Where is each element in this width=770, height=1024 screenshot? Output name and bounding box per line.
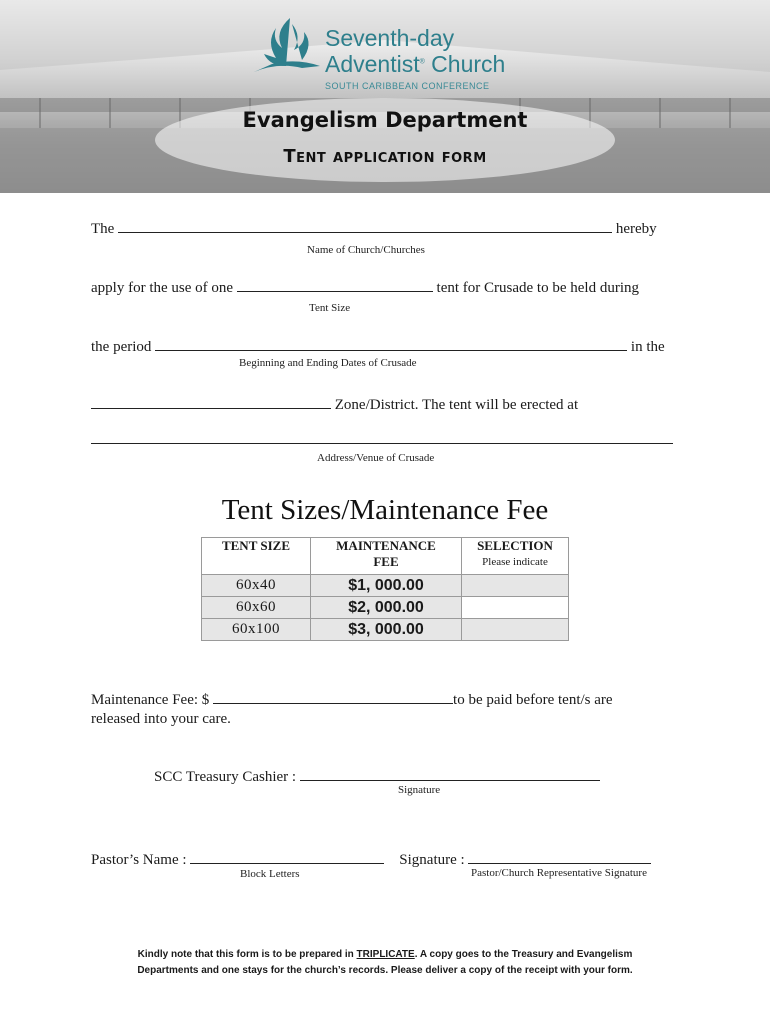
period-line: the period in the	[91, 339, 665, 355]
tent-size-cell: 60x60	[202, 597, 311, 619]
church-caption: Name of Church/Churches	[307, 244, 425, 256]
header-maintenance-fee: MAINTENANCE FEE	[311, 538, 462, 575]
fee-cell: $3, 000.00	[311, 619, 462, 641]
pastor-signature-field[interactable]	[468, 851, 651, 864]
header-selection: SELECTION Please indicate	[462, 538, 569, 575]
rep-signature-caption: Pastor/Church Representative Signature	[471, 867, 647, 879]
selection-cell[interactable]	[462, 619, 569, 641]
org-name-line1: Seventh-day	[325, 25, 455, 51]
zone-district-field[interactable]	[91, 396, 331, 409]
zone-line: Zone/District. The tent will be erected at	[91, 396, 578, 414]
block-letters-caption: Block Letters	[240, 868, 300, 880]
crusade-dates-field[interactable]	[155, 338, 627, 351]
selection-cell[interactable]	[462, 575, 569, 597]
table-row	[202, 619, 569, 641]
address-caption: Address/Venue of Crusade	[317, 452, 435, 464]
org-wordmark	[325, 27, 505, 91]
tent-size-cell: 60x40	[202, 575, 311, 597]
tent-size-caption: Tent Size	[309, 302, 351, 314]
fee-cell: $1, 000.00	[311, 575, 462, 597]
cashier-signature-caption: Signature	[398, 784, 441, 796]
table-row	[202, 597, 569, 619]
table-row	[202, 575, 569, 597]
tent-size-line: apply for the use of one tent for Crusade to be held during	[91, 280, 639, 296]
tent-size-field[interactable]	[237, 279, 433, 292]
pastor-line: Pastor’s Name : Signature :	[91, 851, 651, 869]
fees-section-title: Tent Sizes/Maintenance Fee	[221, 494, 549, 526]
church-logo-icon	[252, 14, 322, 76]
conference-name: SOUTH CARIBBEAN CONFERENCE	[325, 81, 490, 91]
cashier-line: SCC Treasury Cashier :	[154, 768, 600, 786]
address-line	[91, 431, 673, 449]
form-title: Tent application form	[283, 146, 487, 167]
fee-cell: $2, 000.00	[311, 597, 462, 619]
dates-caption: Beginning and Ending Dates of Crusade	[239, 357, 417, 369]
fees-table	[201, 537, 569, 641]
header-tent-size: TENT SIZE	[202, 538, 311, 575]
maintenance-fee-line: Maintenance Fee: $ to be paid before tent/s are	[91, 692, 613, 708]
church-line: The hereby	[91, 221, 657, 237]
pastor-name-field[interactable]	[190, 851, 384, 864]
address-field[interactable]	[91, 431, 673, 444]
fees-header-row	[202, 538, 569, 575]
church-name-field[interactable]	[118, 220, 612, 233]
org-name-line2: Adventist® Church	[325, 51, 506, 77]
footer-note: Kindly note that this form is to be prepared in TRIPLICATE. A copy goes to the Treasury and Evangelism Departments and one stays for the church’s records. Please deliver a copy of the receipt with your form.	[137, 949, 633, 976]
triplicate-emphasis: TRIPLICATE	[356, 949, 415, 960]
department-title: Evangelism Department	[242, 108, 528, 132]
maintenance-fee-field[interactable]	[213, 691, 453, 704]
fee-line2: released into your care.	[91, 711, 231, 727]
cashier-signature-field[interactable]	[300, 768, 600, 781]
selection-cell[interactable]	[462, 597, 569, 619]
tent-size-cell: 60x100	[202, 619, 311, 641]
